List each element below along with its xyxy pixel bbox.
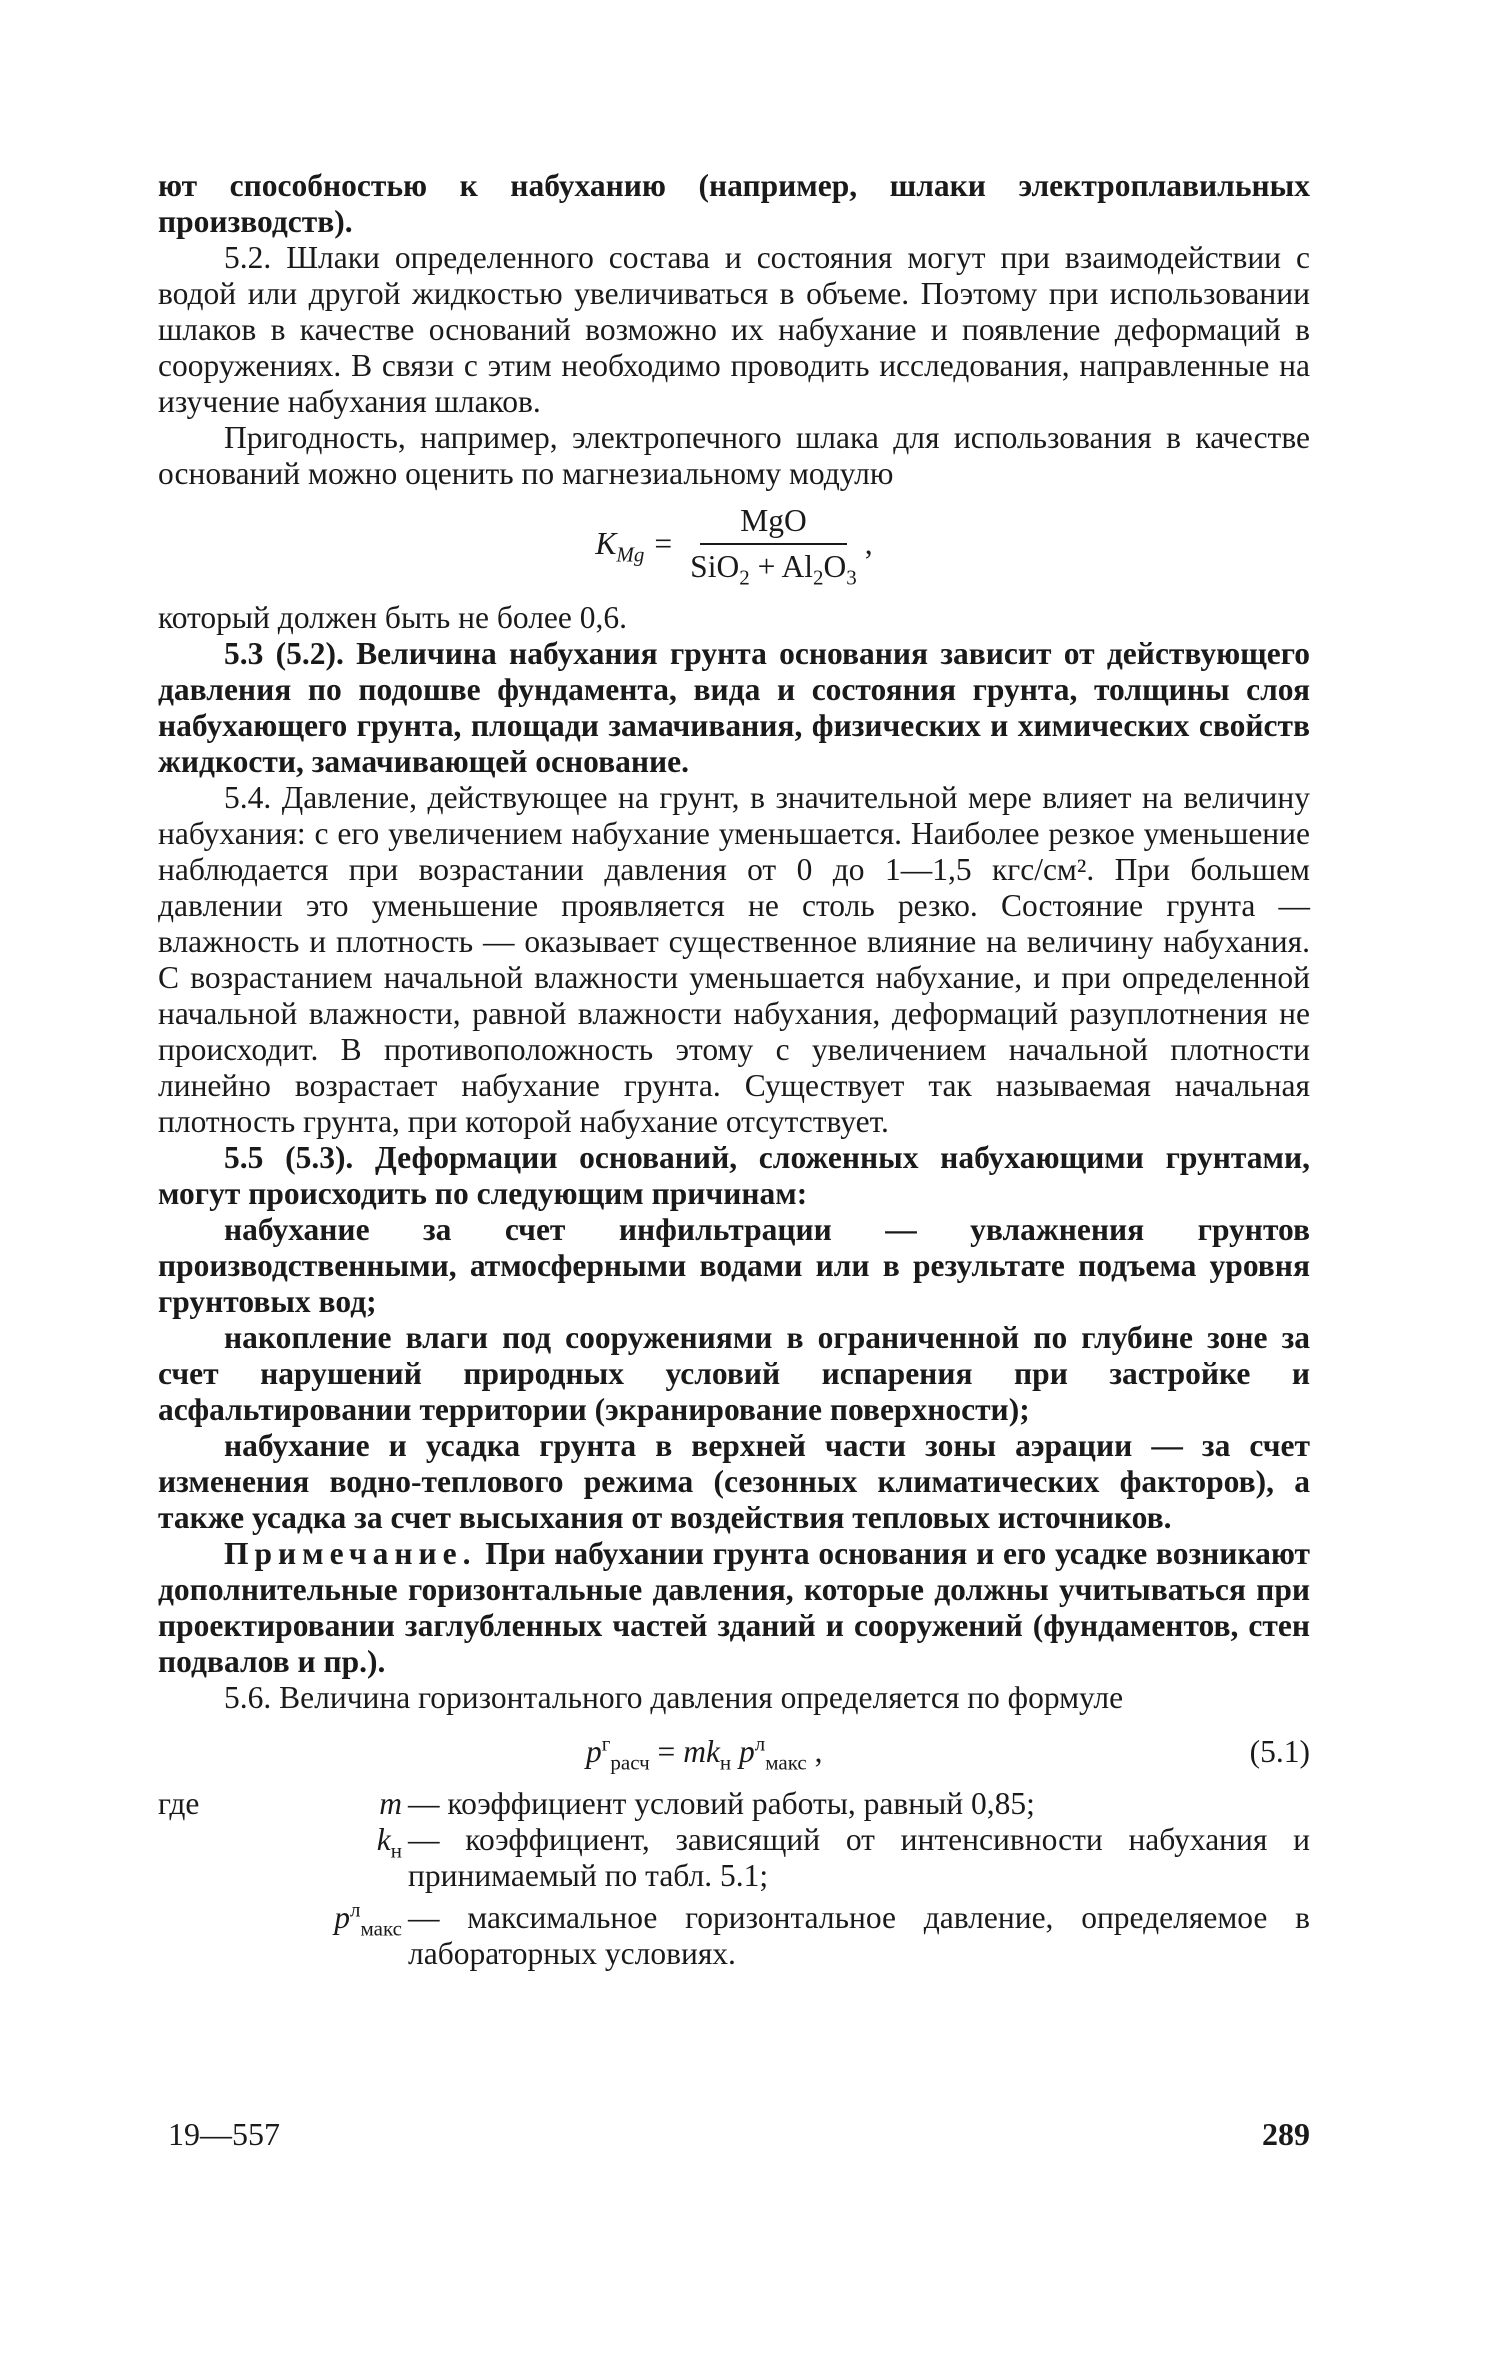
formula-comma: , [864, 526, 873, 561]
paragraph-after-formula: который должен быть не более 0,6. [158, 600, 628, 635]
definitions-list [158, 1786, 1310, 1972]
paragraph-suitability: Пригодность, например, электропечного шлака для использования в качестве оснований можно оценить по магнезиальному модулю [158, 420, 1310, 491]
formula-magnesia-modulus [158, 502, 1310, 590]
symbol-m: m [379, 1786, 402, 1821]
definition-m-text: — коэффициент условий работы, равный 0,85; [408, 1786, 1035, 1821]
paragraph-5-6: 5.6. Величина горизонтального давления определяется по формуле [224, 1680, 1124, 1715]
page-number: 289 [1262, 2116, 1310, 2152]
formula-fraction [690, 503, 857, 590]
paragraph-5-2: 5.2. Шлаки определенного состава и состояния могут при взаимодействии с водой или другой жидкостью увеличиваться в объеме. Поэтому при использовании шлаков в качестве оснований возможно их набухание и появление деформаций в сооружениях. В связи с этим необходимо проводить исследования, направленные на изучение набухания шлаков. [158, 240, 1310, 419]
note-text: При набухании грунта основания и его усадке возникают дополнительные горизонтальные давления, которые должны учитываться при проектировании заглубленных частей зданий и сооружений (фундаментов, стен подвалов и пр.). [158, 1536, 1310, 1679]
formula-lhs: $K_{Mg}$ [595, 526, 645, 567]
paragraph-5-5: 5.5 (5.3). Деформации оснований, сложенных набухающими грунтами, могут происходить по следующим причинам: [158, 1140, 1310, 1211]
note-label: Примечание. [224, 1536, 477, 1571]
formula-numerator: MgO [700, 503, 847, 545]
formula-5-1-body: $p^г_{расч} = mk_н$ $p^л_{макс}$ , [586, 1731, 823, 1775]
definition-p [158, 1897, 1310, 1972]
page-body [158, 168, 1310, 1972]
where-label: где [158, 1786, 200, 1821]
list-item-moisture: накопление влаги под сооружениями в ограниченной по глубине зоне за счет нарушений природных условий испарения при застройке и асфальтировании территории (экранирование поверхности); [158, 1320, 1310, 1427]
symbol-p-max: $p^л_{макс}$ [334, 1897, 402, 1941]
formula-equals: = [654, 526, 673, 561]
paragraph-5-4: 5.4. Давление, действующее на грунт, в значительной мере влияет на величину набухания: с его увеличением набухание уменьшается. Наиболее резкое уменьшение наблюдается при возрастании давления от 0 до 1—1,5 кгс/см². При большем давлении это уменьшение проявляется не столь резко. Состояние грунта — влажность и плотность — оказывает существенное влияние на величину набухания. С возрастанием начальной влажности уменьшается набухание, и при определенной начальной влажности, равной влажности набухания, деформаций разуплотнения не происходит. В противоположность этому с увеличением начальной плотности линейно возрастает набухание грунта. Существует так называемая начальная плотность грунта, при которой набухание отсутствует. [158, 780, 1310, 1139]
definition-k [158, 1822, 1310, 1894]
paragraph-continuation: ют способностью к набуханию (например, шлаки электроплавильных производств). [158, 168, 1310, 239]
list-item-aeration: набухание и усадка грунта в верхней части зоны аэрации — за счет изменения водно-теплового режима (сезонных климатических факторов), а также усадка за счет высыхания от воздействия тепловых источников. [158, 1428, 1310, 1535]
symbol-k: $k_н$ [376, 1822, 402, 1863]
formula-denominator: $SiO_2 + Al_2O_3$ [690, 549, 857, 590]
signature-mark: 19—557 [168, 2116, 280, 2152]
definition-k-text: — коэффициент, зависящий от интенсивности набухания и принимаемый по табл. 5.1; [408, 1822, 1310, 1893]
note-paragraph [158, 1536, 1310, 1680]
formula-horizontal-pressure [158, 1720, 1310, 1780]
paragraph-5-3: 5.3 (5.2). Величина набухания грунта основания зависит от действующего давления по подошве фундамента, вида и состояния грунта, толщины слоя набухающего грунта, площади замачивания, физических и химических свойств жидкости, замачивающей основание. [158, 636, 1310, 779]
formula-number: (5.1) [1249, 1734, 1310, 1769]
definition-p-text: — максимальное горизонтальное давление, определяемое в лабораторных условиях. [408, 1900, 1310, 1971]
list-item-infiltration: набухание за счет инфильтрации — увлажнения грунтов производственными, атмосферными водами или в результате подъема уровня грунтовых вод; [158, 1212, 1310, 1319]
definition-m [158, 1786, 1310, 1822]
page-footer [168, 2116, 1310, 2153]
